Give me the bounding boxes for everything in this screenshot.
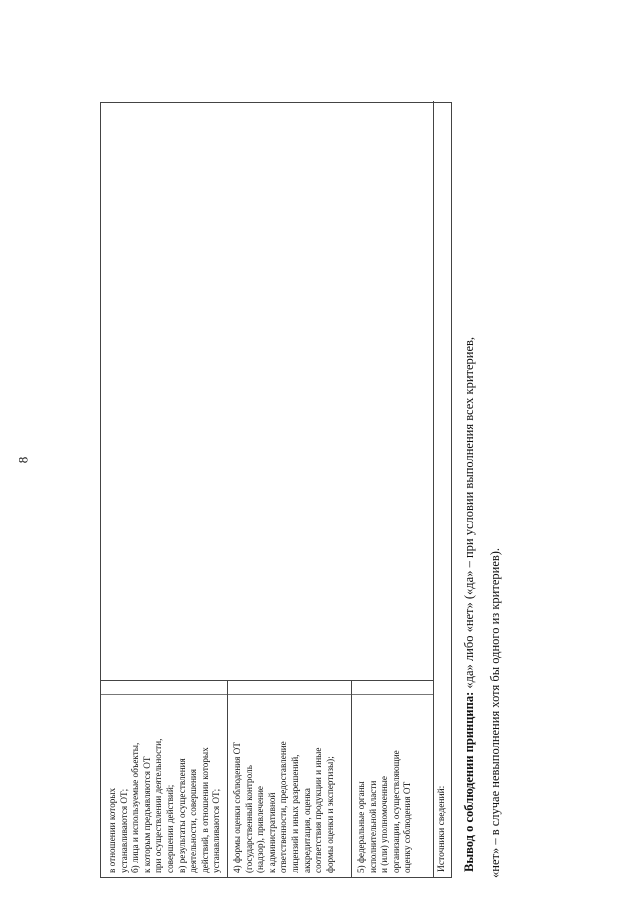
table-cell-row-2 xyxy=(230,681,351,877)
cell-line: (надзор), привлечение xyxy=(255,786,266,873)
page-number-text: 8 xyxy=(15,456,31,464)
cell-line: в) результаты осуществления xyxy=(176,758,187,873)
row-divider-1 xyxy=(227,681,228,877)
cell-line: исполнительной власти xyxy=(367,780,378,873)
cell-line: организации, осуществляющие xyxy=(390,750,401,873)
cell-line: соответствия продукции и иные xyxy=(313,747,324,873)
criteria-table xyxy=(100,102,452,878)
cell-line: 4) формы оценки соблюдения ОТ xyxy=(232,742,242,873)
conclusion-line2: «нет» – в случае невыполнения хотя бы одного из критериев). xyxy=(488,547,502,878)
conclusion-bold: Вывод о соблюдении принципа: xyxy=(462,691,476,872)
cell-line: оценку соблюдения ОТ xyxy=(402,781,413,873)
cell-line: ответственности, предоставление xyxy=(278,741,289,873)
cell-line: в отношении которых xyxy=(107,787,117,873)
table-cell-row-1 xyxy=(105,681,227,877)
table-cell-row-3 xyxy=(354,681,433,877)
cell-line: 5) федеральные органы xyxy=(356,781,366,873)
sources-row xyxy=(433,101,453,877)
cell-line: (государственный контроль xyxy=(243,765,254,873)
cell-line: совершении действий; xyxy=(164,784,175,873)
row-divider-2 xyxy=(351,681,352,877)
cell-line: к административной xyxy=(266,792,277,873)
cell-line: деятельности, совершения xyxy=(188,768,199,873)
cell-line: устанавливаются ОТ; xyxy=(118,788,129,873)
cell-line: действий, в отношении которых xyxy=(199,747,210,873)
cell-line: к которым предъявляются ОТ xyxy=(141,756,152,873)
cell-line: и (или) уполномоченные xyxy=(379,776,390,873)
cell-line: б) лица и используемые объекты, xyxy=(130,742,141,873)
sources-label: Источники сведений: xyxy=(437,785,447,872)
conclusion-line1: «да» либо «нет» («да» – при условии выполнения всех критериев, xyxy=(462,336,476,692)
conclusion-paragraph xyxy=(456,82,508,878)
cell-line: лицензий и иных разрешений, xyxy=(289,754,300,873)
rotated-content xyxy=(100,78,520,878)
page-number xyxy=(15,457,31,464)
cell-line: устанавливаются ОТ; xyxy=(211,788,222,873)
cell-line: формы оценки и экспертизы); xyxy=(324,756,335,873)
cell-line: аккредитация, оценка xyxy=(301,788,312,873)
cell-line: при осуществлении деятельности, xyxy=(153,738,164,873)
